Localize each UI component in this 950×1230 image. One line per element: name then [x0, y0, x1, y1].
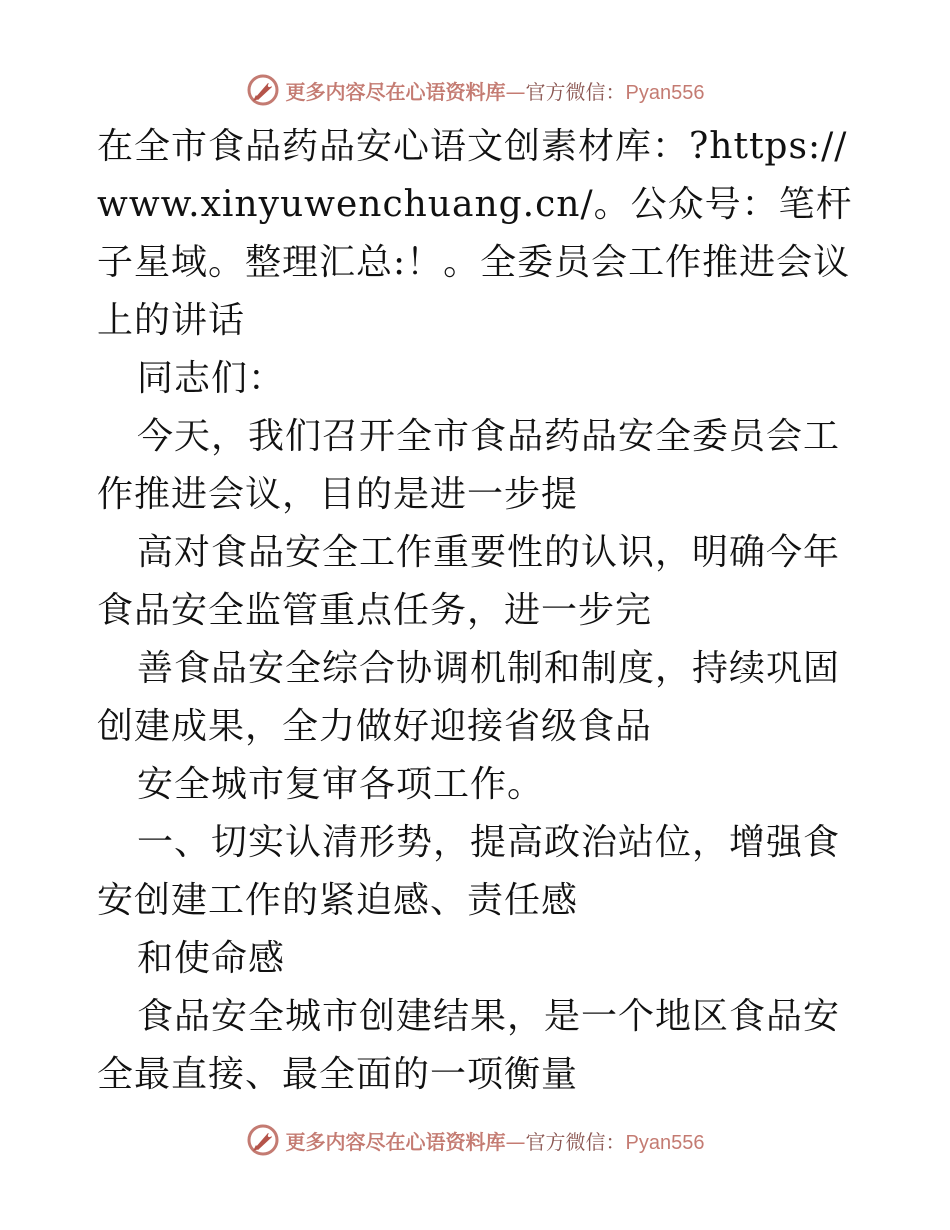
banner-separator: —: [505, 1129, 526, 1154]
document-body: [97, 118, 857, 1104]
section-heading-continued: 和使命感: [137, 938, 286, 979]
paragraph: 今天，我们召开全市食品药品安全委员会工作推进会议，目的是进一步提: [97, 416, 841, 515]
section-heading: 一、切实认清形势，提高政治站位，增强食安创建工作的紧迫感、责任感: [97, 822, 841, 921]
paragraph: 安全城市复审各项工作。: [137, 764, 545, 805]
banner-wechat-label: 官方微信：: [525, 1129, 626, 1154]
banner-separator: —: [505, 79, 526, 104]
banner-wechat-id: Pyan556: [625, 1131, 705, 1154]
paragraph: 食品安全城市创建结果，是一个地区食品安全最直接、最全面的一项衡量: [97, 996, 841, 1095]
banner-text: [286, 1126, 705, 1155]
banner-wechat-id: Pyan556: [625, 81, 705, 104]
banner-main-text: 更多内容尽在心语资料库: [285, 79, 506, 104]
paragraph-intro: 在全市食品药品安心语文创素材库：?https://www.xinyuwenchuang.cn/。公众号：笔杆子星域。整理汇总:！。全委员会工作推进会议上的讲话: [97, 126, 853, 341]
header-watermark-banner: [0, 70, 950, 110]
pen-nib-logo-icon: [246, 1123, 280, 1157]
footer-watermark-banner: [0, 1120, 950, 1160]
banner-main-text: 更多内容尽在心语资料库: [285, 1129, 506, 1154]
banner-text: [286, 76, 705, 105]
paragraph: 高对食品安全工作重要性的认识，明确今年食品安全监管重点任务，进一步完: [97, 532, 841, 631]
paragraph: 善食品安全综合协调机制和制度，持续巩固创建成果，全力做好迎接省级食品: [97, 648, 841, 747]
paragraph-greeting: 同志们：: [137, 358, 286, 399]
banner-wechat-label: 官方微信：: [525, 79, 626, 104]
pen-nib-logo-icon: [246, 73, 280, 107]
